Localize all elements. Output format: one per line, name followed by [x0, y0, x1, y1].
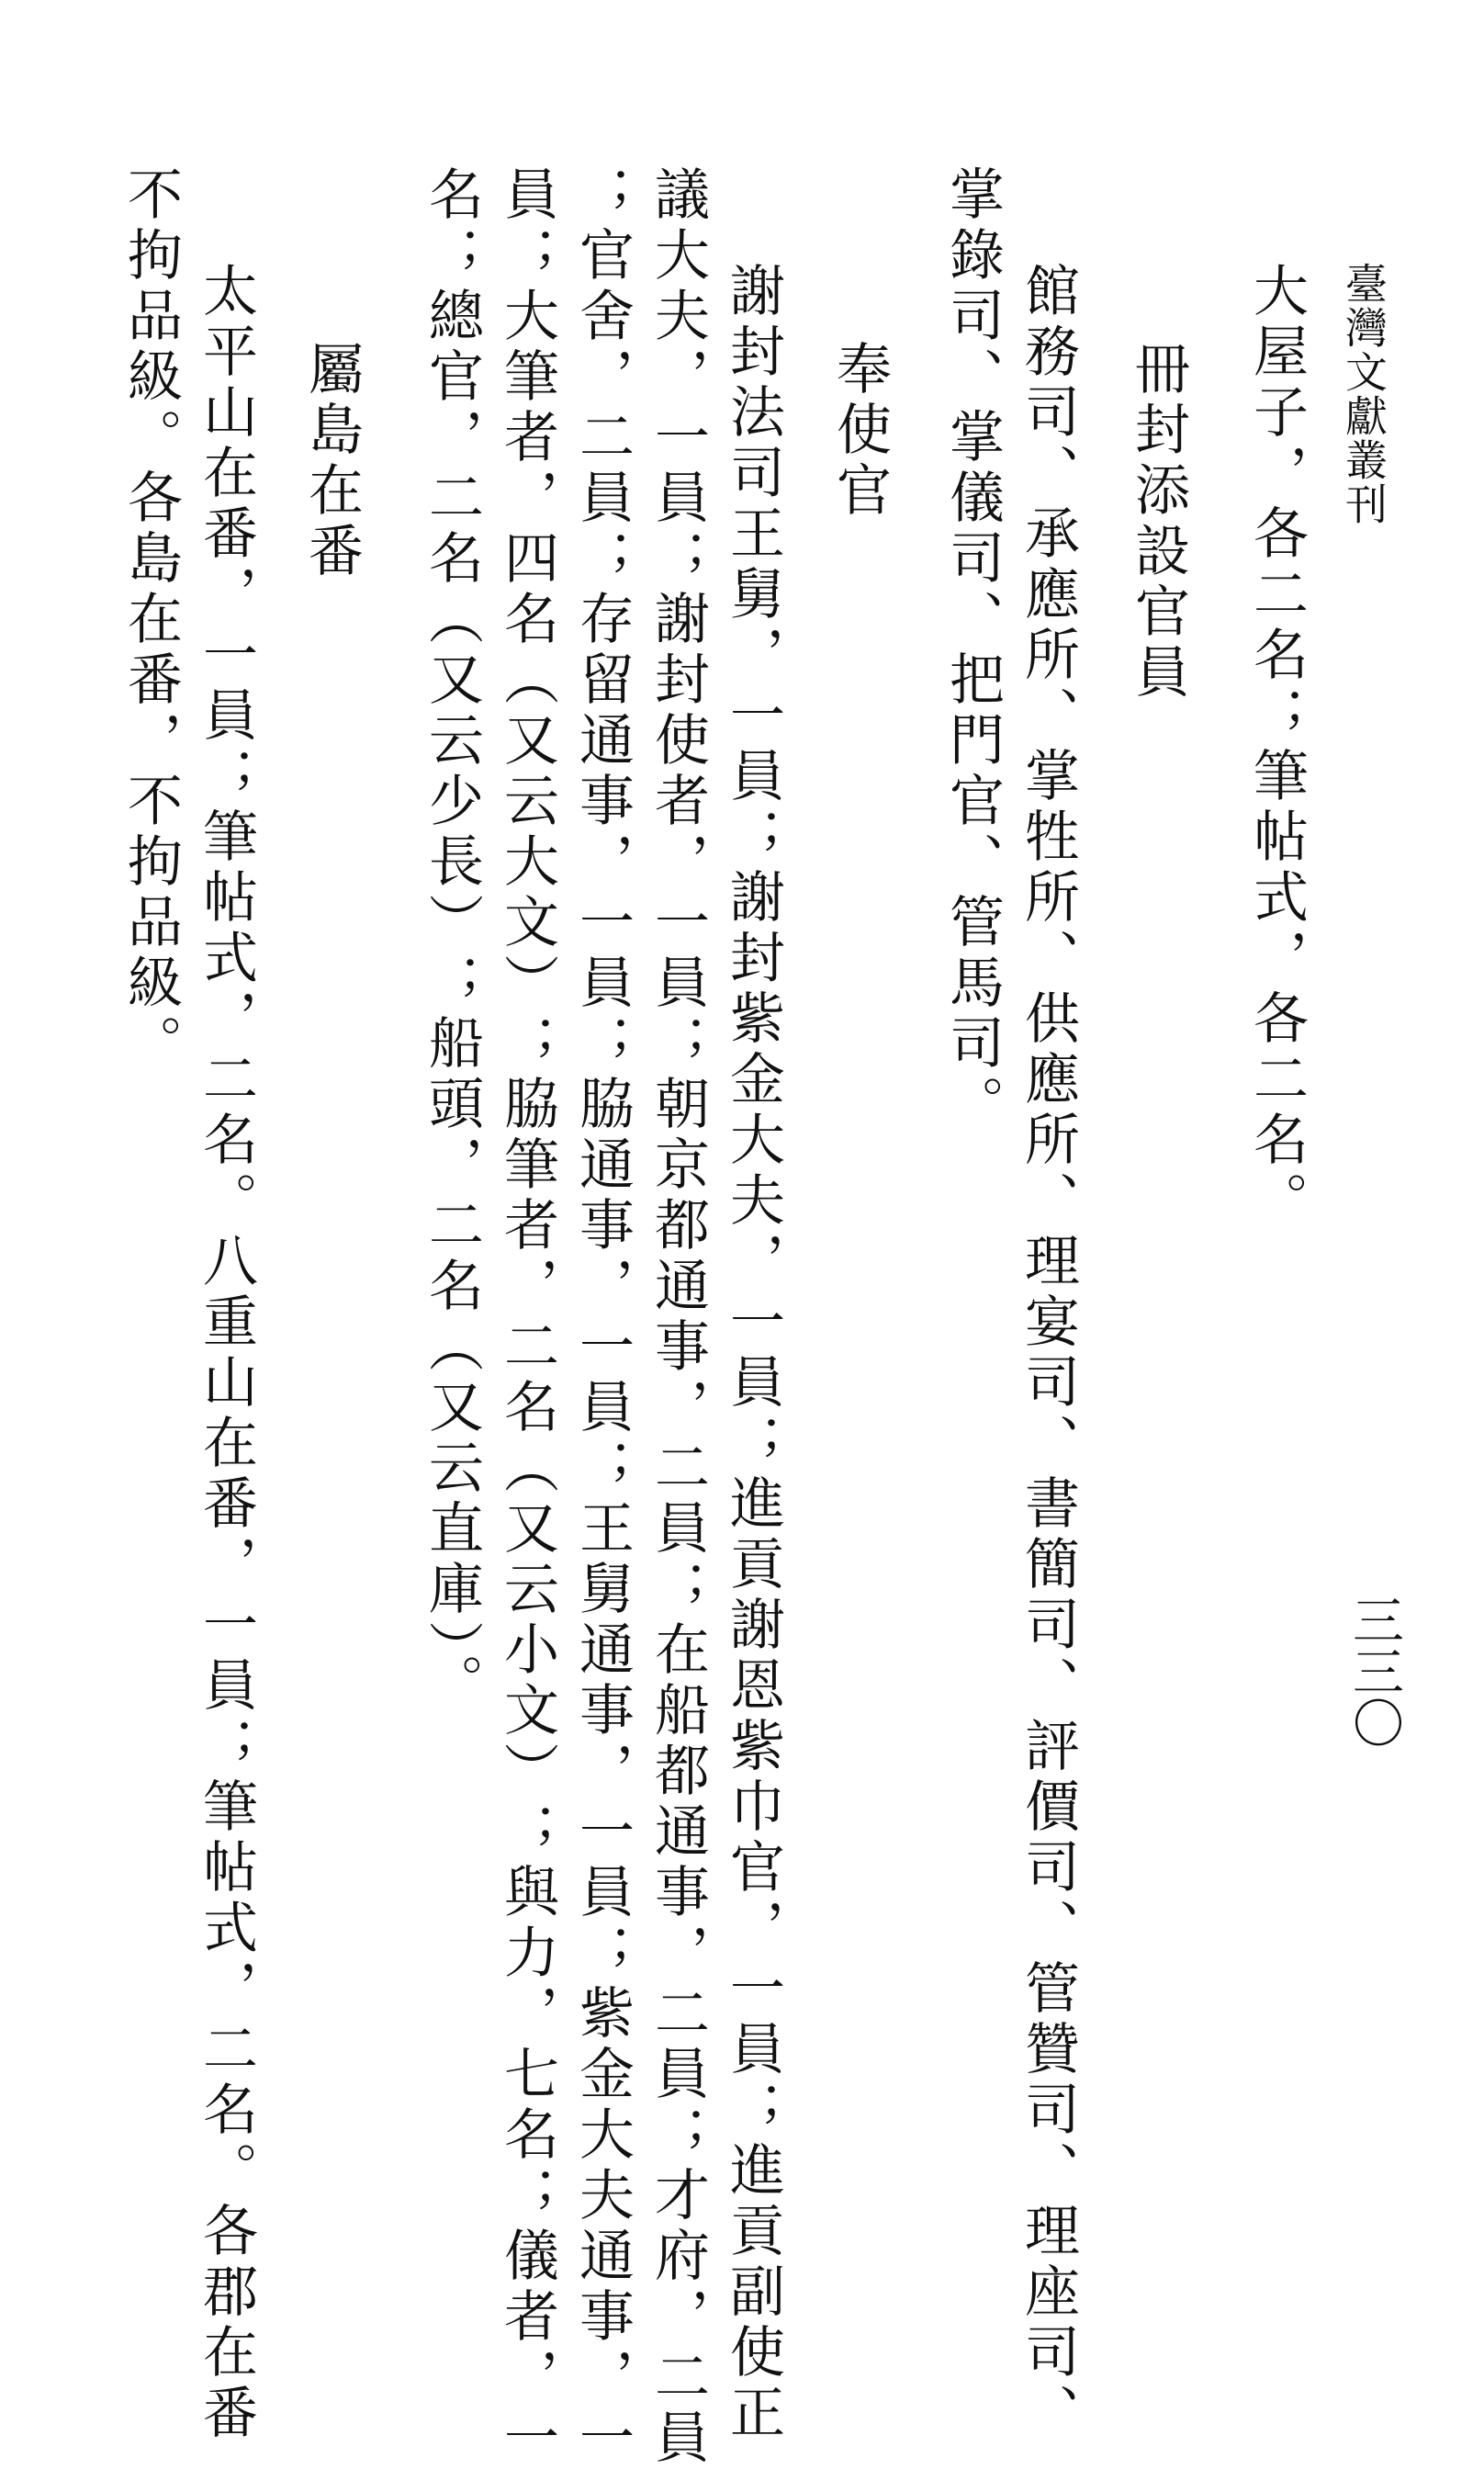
- text-column-6: 謝封法司王舅，一員；謝封紫金大夫，一員；進貢謝恩紫巾官，一員；進貢副使正: [721, 262, 785, 2444]
- page-number: 三三〇: [1344, 1594, 1404, 1748]
- text-column-8: ；官舍，二員；存留通事，一員；脇通事，一員；王舅通事，一員；紫金大夫通事，一: [570, 165, 635, 2469]
- running-header-title: 臺灣文獻叢刊: [1339, 262, 1388, 526]
- text-column-1: 大屋子，各二名；筆帖式，各二名。: [1244, 262, 1309, 1232]
- text-column-12: 太平山在番，一員；筆帖式，二名。八重山在番，一員；筆帖式，二名。各郡在番: [194, 262, 258, 2444]
- section-heading-fengshi: 奉使官: [827, 340, 892, 522]
- section-heading-cefeng: 冊封添設官員: [1126, 340, 1190, 704]
- section-heading-shudao: 屬島在番: [299, 340, 364, 582]
- text-column-3: 館務司、承應所、掌牲所、供應所、理宴司、書簡司、評價司、管贊司、理座司、: [1016, 262, 1080, 2444]
- text-column-7: 議大夫，一員；謝封使者，一員；朝京都通事，二員；在船都通事，二員；才府，二員: [646, 165, 710, 2469]
- text-column-10: 名；總官，二名（又云少長）；船頭，二名（又云直庫）。: [420, 165, 484, 1714]
- text-column-9: 員；大筆者，四名（又云大文）；脇筆者，二名（又云小文）；與力，七名；儀者，一: [495, 165, 559, 2469]
- text-column-4: 掌錄司、掌儀司、把門官、管馬司。: [940, 165, 1005, 1135]
- text-column-13: 不拘品級。各島在番，不拘品級。: [118, 165, 183, 1075]
